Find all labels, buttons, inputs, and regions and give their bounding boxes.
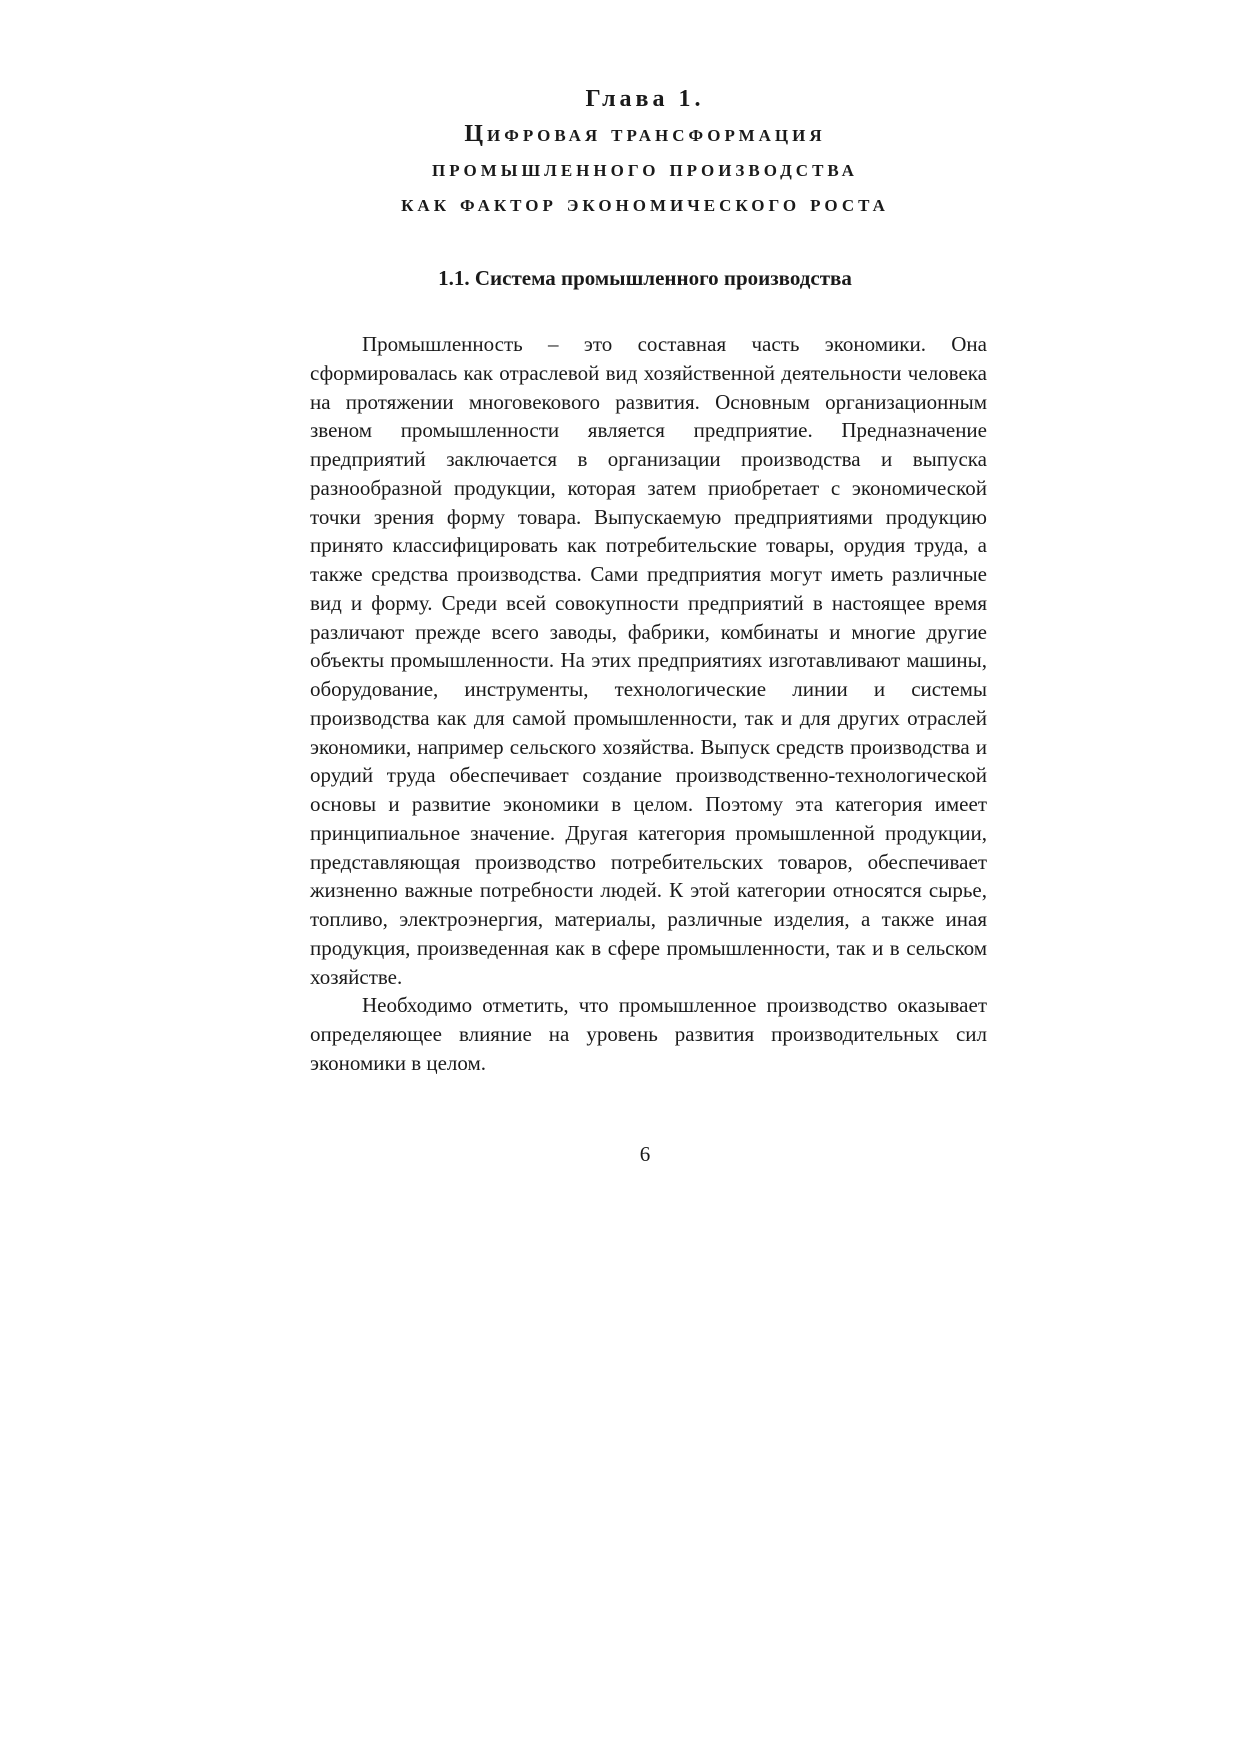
chapter-title-line-2: промышленного производства xyxy=(432,156,858,182)
chapter-title-line-3: как фактор экономического роста xyxy=(401,191,889,217)
page-number: 6 xyxy=(639,1142,651,1166)
paragraph: Промышленность – это составная часть экономики. Она сформировалась как отраслевой вид хозяйственной деятельности человека на протяжении многовекового развития. Основным организационным звеном промышленности является предприятие. Предназначение предприятий заключается в организации производства и выпуска разнообразной продукции, которая затем приобретает с экономической точки зрения форму товара. Выпускаемую предприятиями продукцию принято классифицировать как потребительские товары, орудия труда, а также средства производства. Сами предприятия могут иметь различные вид и форму. Среди всей совокупности предприятий в настоящее время различают прежде всего заводы, фабрики, комбинаты и многие другие объекты промышленности. На этих предприятиях изготавливают машины, оборудование, инструменты, технологические линии и системы производства как для самой промышленности, так и для других отраслей экономики, например сельского хозяйства. Выпуск средств производства и орудий труда обеспечивает создание производственно-технологической основы и развитие экономики в целом. Поэтому эта категория имеет принципиальное значение. Другая категория промышленной продукции, представляющая производство потребительских товаров, обеспечивает жизненно важные потребности людей. К этой категории относятся сырье, топливо, электроэнергия, материалы, различные изделия, а также иная продукция, произведенная как в сфере промышленности, так и в сельском хозяйстве. xyxy=(310,332,987,989)
paragraph: Необходимо отметить, что промышленное производство оказывает определяющее влияние на уровень развития производительных сил экономики в целом. xyxy=(310,993,987,1075)
chapter-title-line-1: Цифровая трансформация xyxy=(464,121,826,147)
body-text xyxy=(310,330,987,1078)
chapter-number: Глава 1. xyxy=(585,86,705,112)
section-title: 1.1. Система промышленного производства xyxy=(438,266,852,290)
chapter-heading xyxy=(310,82,980,222)
